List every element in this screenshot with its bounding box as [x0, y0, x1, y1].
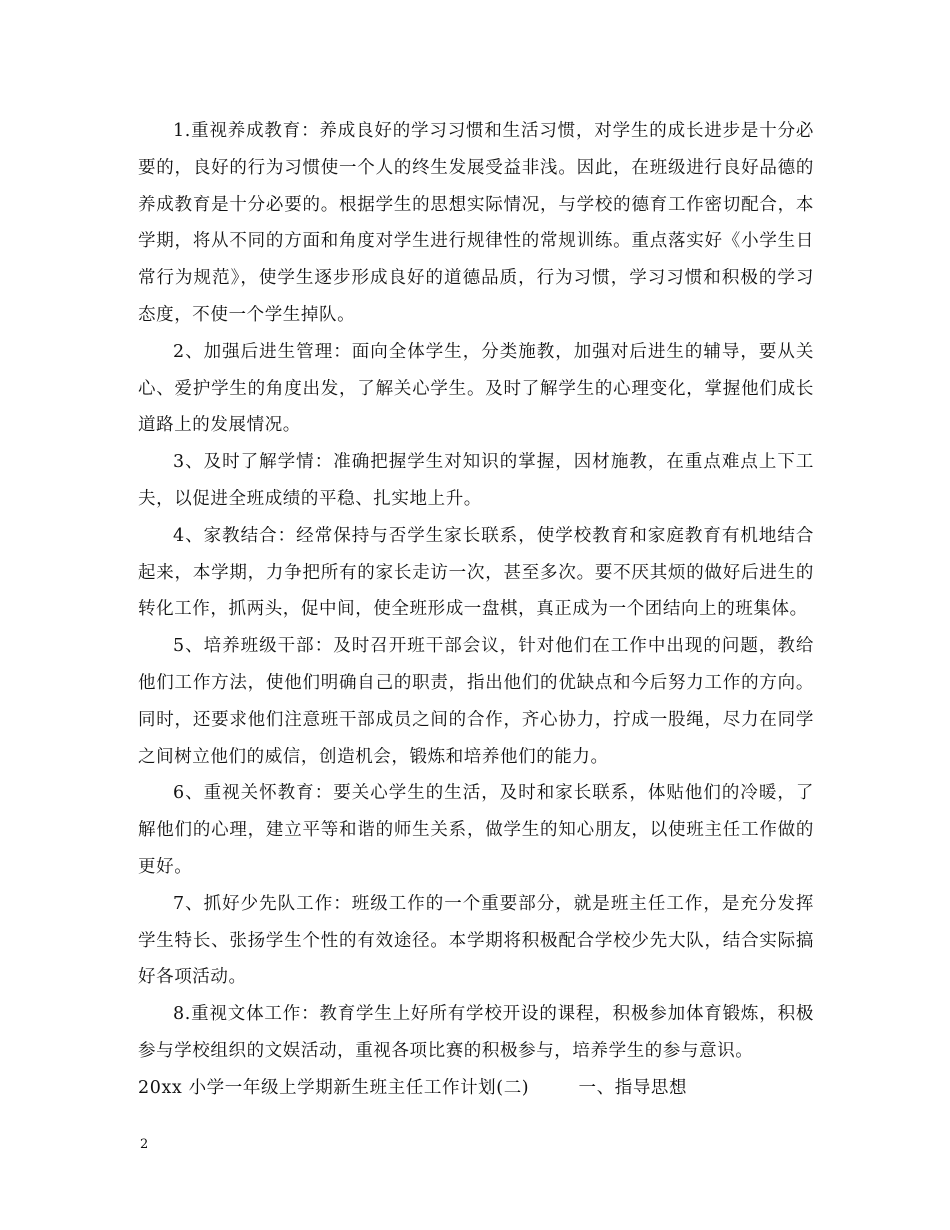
paragraph-sports-arts: 8.重视文体工作：教育学生上好所有学校开设的课程，积极参加体育锻炼，积极参与学校组织的文娱活动，重视各项比赛的积极参与，培养学生的参与意识。 — [138, 1004, 814, 1061]
paragraph-home-school: 4、家教结合：经常保持与否学生家长联系，使学校教育和家庭教育有机地结合起来，本学期，力争把所有的家长走访一次，甚至多次。要不厌其烦的做好后进生的转化工作，抓两头，促中间，使全班形成一盘棋，真正成为一个团结向上的班集体。 — [138, 525, 814, 620]
paragraph-class-cadres: 5、培养班级干部：及时召开班干部会议，针对他们在工作中出现的问题，教给他们工作方法，使他们明确自己的职责，指出他们的优缺点和今后努力工作的方向。同时，还要求他们注意班干部成员之间的合作，齐心协力，拧成一股绳，尽力在同学之间树立他们的威信，创造机会，锻炼和培养他们的能力。 — [138, 636, 814, 767]
closing-heading-line: 20xx 小学一年级上学期新生班主任工作计划(二) 一、指导思想 — [138, 1077, 688, 1098]
document-body — [138, 113, 814, 1107]
paragraph-habit-education: 1.重视养成教育：养成良好的学习习惯和生活习惯，对学生的成长进步是十分必要的，良好的行为习惯使一个人的终生发展受益非浅。因此，在班级进行良好品德的养成教育是十分必要的。根据学生的思想实际情况，与学校的德育工作密切配合，本学期，将从不同的方面和角度对学生进行规律性的常规训练。重点落实好《小学生日常行为规范》，使学生逐步形成良好的道德品质，行为习惯，学习习惯和积极的学习态度，不使一个学生掉队。 — [138, 121, 814, 325]
paragraph-learning-status: 3、及时了解学情：准确把握学生对知识的掌握，因材施教，在重点难点上下工夫，以促进全班成绩的平稳、扎实地上升。 — [138, 452, 814, 509]
paragraph-struggling-students: 2、加强后进生管理：面向全体学生，分类施教，加强对后进生的辅导，要从关心、爱护学生的角度出发，了解关心学生。及时了解学生的心理变化，掌握他们成长道路上的发展情况。 — [138, 341, 814, 436]
page-number: 2 — [140, 1137, 149, 1152]
paragraph-care-education: 6、重视关怀教育：要关心学生的生活，及时和家长联系，体贴他们的冷暖，了解他们的心理，建立平等和谐的师生关系，做学生的知心朋友，以使班主任工作做的更好。 — [138, 783, 814, 877]
paragraph-young-pioneers: 7、抓好少先队工作：班级工作的一个重要部分，就是班主任工作，是充分发挥学生特长、张扬学生个性的有效途径。本学期将积极配合学校少先大队，结合实际搞好各项活动。 — [138, 893, 814, 988]
